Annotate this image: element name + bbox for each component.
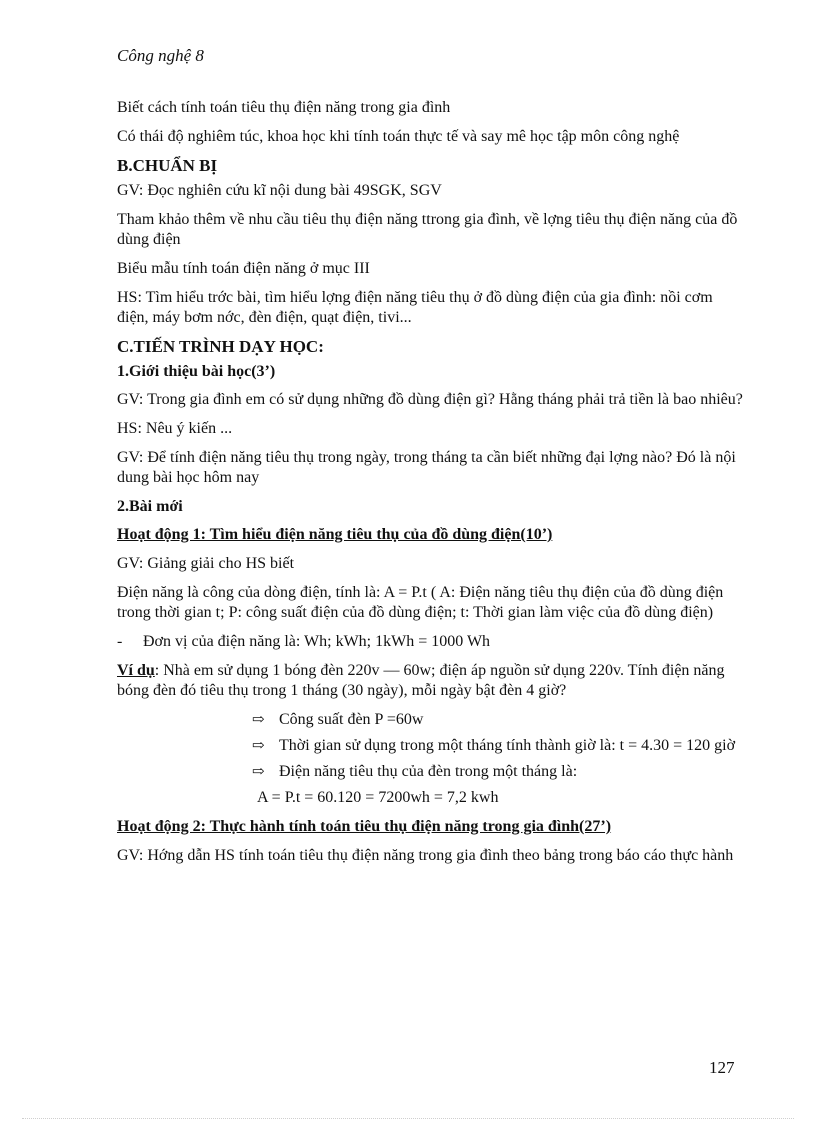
arrow-right-icon: ⇨	[252, 764, 265, 780]
paragraph: Tham khảo thêm về nhu cầu tiêu thụ điện năng ttrong gia đình, về lợng tiêu thụ điện năng của đồ dùng điện	[117, 211, 738, 248]
arrow-item-text: Công suất đèn P =60w	[279, 711, 424, 728]
arrow-list-item	[252, 710, 745, 730]
paragraph: Biết cách tính toán tiêu thụ điện năng trong gia đình	[117, 99, 451, 116]
paragraph: HS: Tìm hiểu trớc bài, tìm hiểu lợng điện năng tiêu thụ ở đồ dùng điện của gia đình: nồi cơm điện, máy bơm nớc, đèn điện, quạt điện, tivi...	[117, 289, 713, 326]
page-body	[117, 98, 745, 875]
dash-list-item	[117, 632, 745, 652]
page-number: 127	[709, 1058, 735, 1077]
paragraph: GV: Đọc nghiên cứu kĩ nội dung bài 49SGK, SGV	[117, 182, 442, 199]
section-heading-c: C.TIẾN TRÌNH DẠY HỌC:	[117, 337, 324, 356]
example-text: : Nhà em sử dụng 1 bóng đèn 220v — 60w; điện áp nguồn sử dụng 220v. Tính điện năng bóng đèn đó tiêu thụ trong 1 tháng (30 ngày), mỗi ngày bật đèn 4 giờ?	[117, 662, 725, 699]
subsection-heading-1: 1.Giới thiệu bài học(3’)	[117, 363, 276, 380]
paragraph: Điện năng là công của dòng điện, tính là: A = P.t ( A: Điện năng tiêu thụ điện của đồ dùng điện trong thời gian t; P: công suất điện của đồ dùng điện; t: Thời gian làm việc của đồ dùng điện)	[117, 584, 724, 621]
arrow-item-text: Điện năng tiêu thụ của đèn trong một tháng là:	[279, 763, 578, 780]
arrow-item-text: Thời gian sử dụng trong một tháng tính thành giờ là: t = 4.30 = 120 giờ	[279, 737, 736, 754]
paragraph: GV: Để tính điện năng tiêu thụ trong ngày, trong tháng ta cần biết những đại lợng nào? Đó là nội dung bài học hôm nay	[117, 449, 736, 486]
paragraph: GV: Giảng giải cho HS biết	[117, 555, 295, 572]
example-label: Ví dụ	[117, 662, 155, 679]
arrow-list-item	[252, 736, 745, 756]
paragraph: GV: Trong gia đình em có sử dụng những đồ dùng điện gì? Hằng tháng phải trả tiền là bao nhiêu?	[117, 391, 743, 408]
dash-item-text: Đơn vị của điện năng là: Wh; kWh; 1kWh = 1000 Wh	[143, 633, 491, 650]
section-heading-b: B.CHUẨN BỊ	[117, 156, 218, 175]
activity-2-heading: Hoạt động 2: Thực hành tính toán tiêu thụ điện năng trong gia đình(27’)	[117, 818, 612, 835]
formula: A = P.t = 60.120 = 7200wh = 7,2 kwh	[257, 789, 499, 806]
dash-bullet: -	[117, 633, 123, 650]
paragraph: HS: Nêu ý kiến ...	[117, 420, 233, 437]
activity-1-heading: Hoạt động 1: Tìm hiểu điện năng tiêu thụ của đồ dùng điện(10’)	[117, 526, 553, 543]
arrow-right-icon: ⇨	[252, 738, 265, 754]
paragraph: Có thái độ nghiêm túc, khoa học khi tính toán thực tế và say mê học tập môn công nghệ	[117, 128, 680, 145]
arrow-list-item	[252, 762, 745, 782]
example-paragraph	[117, 661, 745, 701]
arrow-right-icon: ⇨	[252, 712, 265, 728]
running-header: Công nghệ 8	[117, 46, 204, 65]
paragraph: Biểu mẫu tính toán điện năng ở mục III	[117, 260, 370, 277]
page-bottom-divider	[22, 1118, 794, 1119]
subsection-heading-2: 2.Bài mới	[117, 498, 183, 515]
paragraph: GV: Hớng dẫn HS tính toán tiêu thụ điện năng trong gia đình theo bảng trong báo cáo thực hành	[117, 847, 734, 864]
